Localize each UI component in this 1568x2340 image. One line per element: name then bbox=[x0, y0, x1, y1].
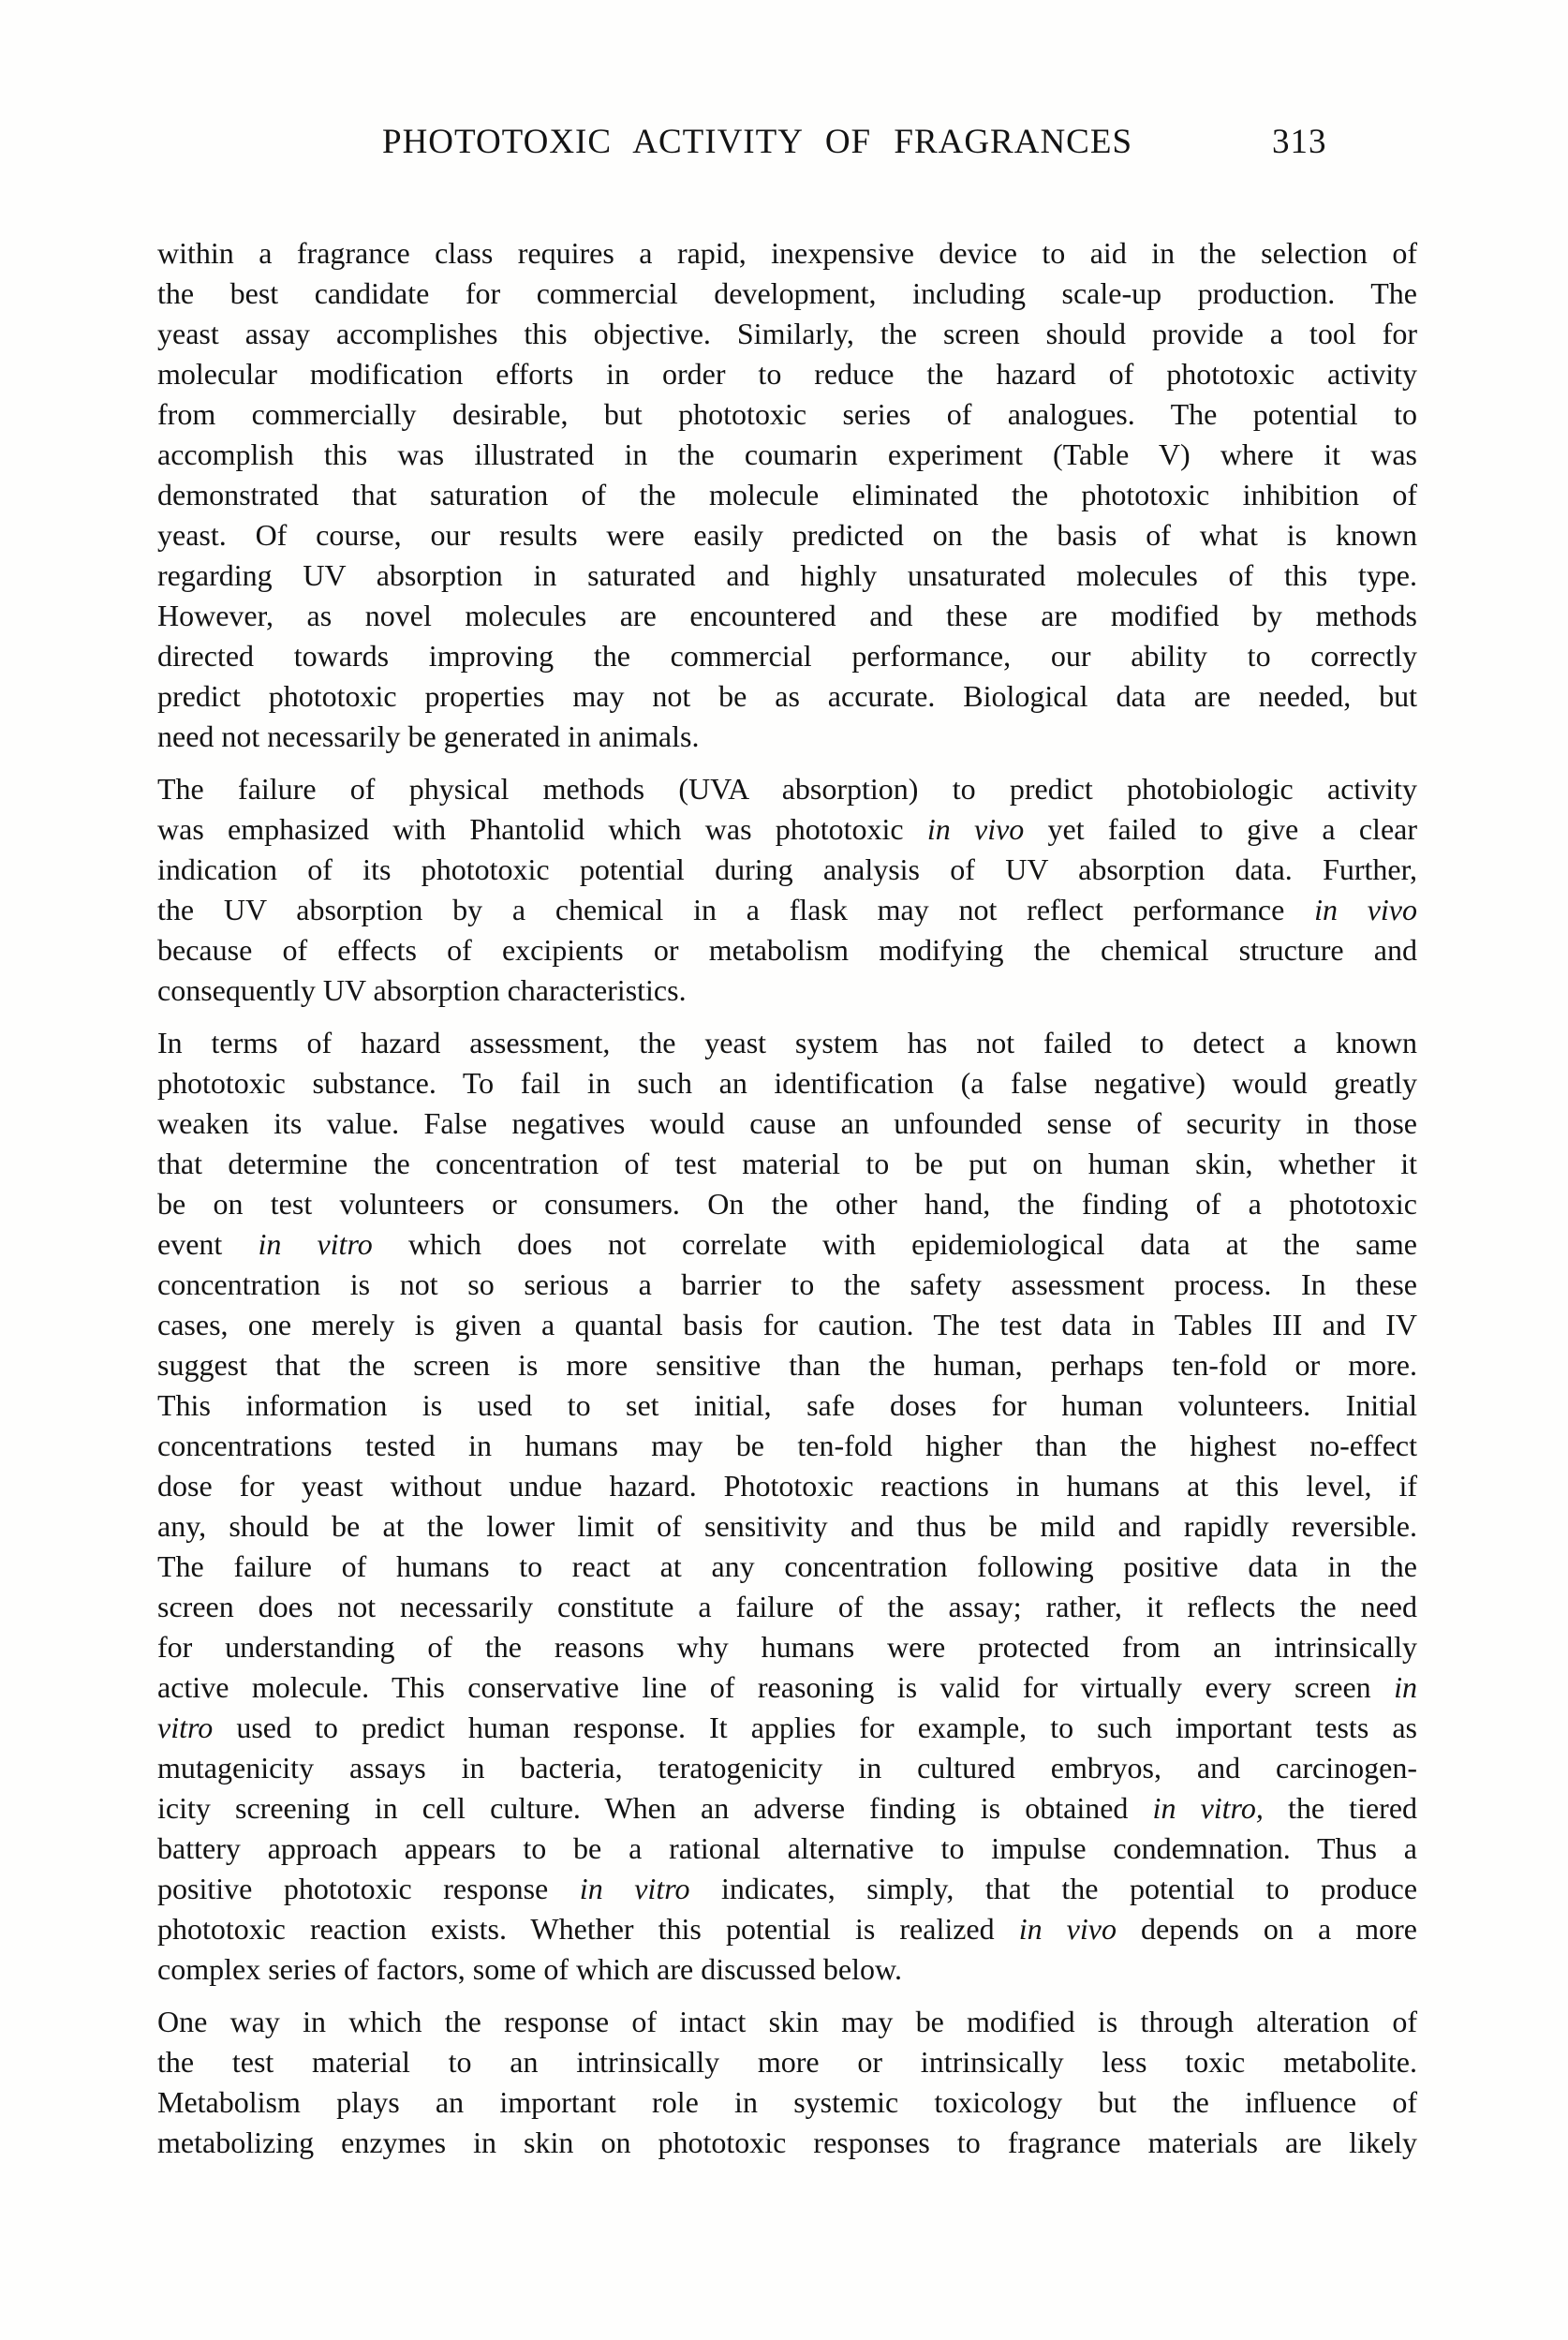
text-line bbox=[157, 1829, 1417, 1869]
text-line bbox=[157, 1949, 1417, 1990]
text-run: One way in which the response of intact skin may be modified is through alteration of bbox=[157, 2005, 1417, 2038]
text-line bbox=[157, 515, 1417, 555]
text-line bbox=[157, 1103, 1417, 1144]
running-head bbox=[0, 125, 1568, 171]
text-run: cases, one merely is given a quantal basis for caution. The test data in Tables III and IV bbox=[157, 1308, 1417, 1341]
italic-run: in vitro bbox=[579, 1872, 690, 1905]
text-line bbox=[157, 1063, 1417, 1103]
text-line bbox=[157, 1184, 1417, 1224]
page-number: 313 bbox=[1272, 123, 1327, 161]
text-run: concentrations tested in humans may be ten-fold higher than the highest no-effect bbox=[157, 1429, 1417, 1462]
text-run: was emphasized with Phantolid which was phototoxic bbox=[157, 812, 927, 846]
italic-run: in vitro bbox=[258, 1227, 373, 1261]
italic-run: in bbox=[1394, 1670, 1417, 1704]
italic-run: in vitro, bbox=[1152, 1791, 1264, 1825]
text-line bbox=[157, 676, 1417, 717]
text-line bbox=[157, 2002, 1417, 2042]
running-head-title: PHOTOTOXIC ACTIVITY OF FRAGRANCES bbox=[382, 123, 1133, 161]
text-line bbox=[157, 1788, 1417, 1829]
text-line bbox=[157, 1144, 1417, 1184]
italic-run: in vivo bbox=[1018, 1912, 1117, 1946]
text-line bbox=[157, 2042, 1417, 2082]
text-run: indication of its phototoxic potential during analysis of UV absorption data. Further, bbox=[157, 852, 1417, 886]
text-run: for understanding of the reasons why humans were protected from an intrinsically bbox=[157, 1630, 1417, 1664]
text-run: The failure of physical methods (UVA absorption) to predict photobiologic activity bbox=[157, 772, 1417, 806]
text-line bbox=[157, 1466, 1417, 1506]
text-run: This information is used to set initial, safe doses for human volunteers. Initial bbox=[157, 1388, 1417, 1422]
text-run: complex series of factors, some of which are discussed below. bbox=[157, 1952, 903, 1986]
text-run: In terms of hazard assessment, the yeast system has not failed to detect a known bbox=[157, 1026, 1417, 1059]
text-run: mutagenicity assays in bacteria, teratogenicity in cultured embryos, and carcinogen- bbox=[157, 1751, 1417, 1785]
text-run: phototoxic reaction exists. Whether this potential is realized bbox=[157, 1912, 1019, 1946]
text-run: consequently UV absorption characteristics. bbox=[157, 973, 687, 1007]
page-body bbox=[157, 233, 1417, 2163]
text-line bbox=[157, 636, 1417, 676]
text-line bbox=[157, 354, 1417, 394]
text-run: the UV absorption by a chemical in a flask may not reflect performance bbox=[157, 893, 1315, 926]
text-line bbox=[157, 1708, 1417, 1748]
text-run: The failure of humans to react at any concentration following positive data in the bbox=[157, 1549, 1417, 1583]
text-line bbox=[157, 850, 1417, 890]
text-line bbox=[157, 1587, 1417, 1627]
text-run: icity screening in cell culture. When an adverse finding is obtained bbox=[157, 1791, 1153, 1825]
text-run: within a fragrance class requires a rapid, inexpensive device to aid in the selection of bbox=[157, 236, 1417, 270]
text-run: demonstrated that saturation of the molecule eliminated the phototoxic inhibition of bbox=[157, 478, 1417, 511]
text-run: be on test volunteers or consumers. On the other hand, the finding of a phototoxic bbox=[157, 1187, 1417, 1221]
text-line bbox=[157, 2123, 1417, 2163]
text-run: active molecule. This conservative line of reasoning is valid for virtually every screen bbox=[157, 1670, 1395, 1704]
text-run: directed towards improving the commercial performance, our ability to correctly bbox=[157, 639, 1417, 673]
text-line bbox=[157, 1265, 1417, 1305]
text-run: need not necessarily be generated in animals. bbox=[157, 719, 700, 753]
text-run: regarding UV absorption in saturated and highly unsaturated molecules of this type. bbox=[157, 558, 1417, 592]
text-line bbox=[157, 1627, 1417, 1667]
text-run: event bbox=[157, 1227, 259, 1261]
italic-run: vitro bbox=[157, 1711, 214, 1744]
text-line bbox=[157, 475, 1417, 515]
text-line bbox=[157, 1023, 1417, 1063]
paragraph bbox=[157, 233, 1417, 757]
text-line bbox=[157, 394, 1417, 435]
text-line bbox=[157, 1869, 1417, 1909]
text-line bbox=[157, 1345, 1417, 1385]
text-run: dose for yeast without undue hazard. Phototoxic reactions in humans at this level, if bbox=[157, 1469, 1417, 1503]
text-run: battery approach appears to be a rational alternative to impulse condemnation. Thus a bbox=[157, 1831, 1417, 1865]
text-run: used to predict human response. It applies for example, to such important tests as bbox=[213, 1711, 1417, 1744]
text-line bbox=[157, 2082, 1417, 2123]
text-run: the test material to an intrinsically more or intrinsically less toxic metabolite. bbox=[157, 2045, 1417, 2079]
text-run: accomplish this was illustrated in the coumarin experiment (Table V) where it was bbox=[157, 437, 1417, 471]
paragraph bbox=[157, 769, 1417, 1011]
text-run: predict phototoxic properties may not be as accurate. Biological data are needed, but bbox=[157, 679, 1417, 713]
paragraph bbox=[157, 1023, 1417, 1990]
text-line bbox=[157, 890, 1417, 930]
text-line bbox=[157, 930, 1417, 970]
text-run: Metabolism plays an important role in systemic toxicology but the influence of bbox=[157, 2085, 1417, 2119]
text-line bbox=[157, 1667, 1417, 1708]
text-line bbox=[157, 809, 1417, 850]
text-line bbox=[157, 596, 1417, 636]
text-line bbox=[157, 1547, 1417, 1587]
text-run: indicates, simply, that the potential to produce bbox=[689, 1872, 1418, 1905]
text-line bbox=[157, 314, 1417, 354]
text-run: metabolizing enzymes in skin on phototoxic responses to fragrance materials are likely bbox=[157, 2125, 1417, 2159]
text-run: weaken its value. False negatives would cause an unfounded sense of security in those bbox=[157, 1106, 1417, 1140]
text-line bbox=[157, 435, 1417, 475]
text-run: suggest that the screen is more sensitive than the human, perhaps ten-fold or more. bbox=[157, 1348, 1417, 1382]
italic-run: in vivo bbox=[1314, 893, 1418, 926]
text-line bbox=[157, 1426, 1417, 1466]
text-run: phototoxic substance. To fail in such an identification (a false negative) would greatly bbox=[157, 1066, 1417, 1100]
text-run: that determine the concentration of test material to be put on human skin, whether it bbox=[157, 1147, 1417, 1180]
text-run: yeast. Of course, our results were easily predicted on the basis of what is known bbox=[157, 518, 1417, 552]
text-line bbox=[157, 1506, 1417, 1547]
text-run: depends on a more bbox=[1116, 1912, 1417, 1946]
text-line bbox=[157, 1909, 1417, 1949]
text-run: yet failed to give a clear bbox=[1024, 812, 1418, 846]
text-run: positive phototoxic response bbox=[157, 1872, 580, 1905]
text-line bbox=[157, 970, 1417, 1011]
text-run: from commercially desirable, but phototoxic series of analogues. The potential to bbox=[157, 397, 1417, 431]
text-line bbox=[157, 555, 1417, 596]
text-run: screen does not necessarily constitute a failure of the assay; rather, it reflects the need bbox=[157, 1590, 1417, 1623]
text-run: because of effects of excipients or metabolism modifying the chemical structure and bbox=[157, 933, 1417, 967]
text-line bbox=[157, 233, 1417, 274]
text-line bbox=[157, 1748, 1417, 1788]
text-line bbox=[157, 1224, 1417, 1265]
text-run: the best candidate for commercial development, including scale-up production. The bbox=[157, 276, 1417, 310]
text-run: the tiered bbox=[1263, 1791, 1418, 1825]
text-run: which does not correlate with epidemiological data at the same bbox=[372, 1227, 1418, 1261]
text-line bbox=[157, 1305, 1417, 1345]
text-run: concentration is not so serious a barrier to the safety assessment process. In these bbox=[157, 1267, 1417, 1301]
text-line bbox=[157, 769, 1417, 809]
text-line bbox=[157, 274, 1417, 314]
italic-run: in vivo bbox=[926, 812, 1025, 846]
text-line bbox=[157, 1385, 1417, 1426]
text-run: molecular modification efforts in order to reduce the hazard of phototoxic activity bbox=[157, 357, 1417, 391]
text-run: any, should be at the lower limit of sensitivity and thus be mild and rapidly reversible. bbox=[157, 1509, 1417, 1543]
text-run: However, as novel molecules are encountered and these are modified by methods bbox=[157, 599, 1417, 632]
paragraph bbox=[157, 2002, 1417, 2163]
text-line bbox=[157, 717, 1417, 757]
text-run: yeast assay accomplishes this objective. Similarly, the screen should provide a tool for bbox=[157, 317, 1417, 350]
